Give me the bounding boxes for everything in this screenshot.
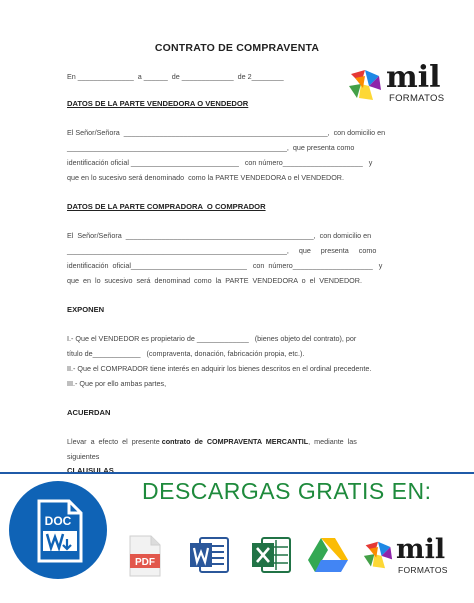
doc-badge-label: DOC: [44, 514, 72, 528]
exponen-line-4: III.- Que por ello ambas partes,: [67, 379, 167, 388]
section-acuerdan-heading: ACUERDAN: [67, 408, 111, 417]
excel-icon[interactable]: [250, 534, 292, 576]
seller-line-4: que en lo sucesivo será denominado como la PARTE VENDEDORA o el VENDEDOR.: [67, 173, 344, 182]
clausulas-heading: CLAUSULAS: [67, 466, 114, 474]
acuerdan-text-a: Llevar a efecto el presente: [67, 437, 162, 446]
footer-logo-text: mil: [396, 534, 446, 565]
seller-line-1: El Señor/Señora ___________________________________________________, con domicilio en: [67, 128, 386, 137]
google-drive-icon[interactable]: [308, 536, 348, 572]
logo-subtext: FORMATOS: [389, 93, 445, 104]
pdf-icon[interactable]: [127, 534, 163, 578]
seller-line-2: _______________________________________________________, que presenta como: [67, 143, 355, 152]
acuerdan-line-1: [67, 437, 357, 446]
section-seller-heading: DATOS DE LA PARTE VENDEDORA O VENDEDOR: [67, 99, 249, 108]
buyer-line-4: que en lo sucesivo será denominad como la PARTE VENDEDORA o el VENDEDOR.: [67, 276, 362, 285]
seller-line-3: identificación oficial ___________________________ con número____________________ y: [67, 158, 373, 167]
word-icon[interactable]: [188, 534, 230, 576]
buyer-line-2: _______________________________________________________, que presenta como: [67, 246, 377, 255]
exponen-line-3: II.- Que el COMPRADOR tiene interés en adquirir los bienes descritos en el ordinal precedente.: [67, 364, 372, 373]
document-title: CONTRATO DE COMPRAVENTA: [154, 42, 320, 54]
buyer-line-3: identificación oficial_____________________________ con número____________________ y: [67, 261, 383, 270]
buyer-line-1: El Señor/Señora _______________________________________________, con domicilio en: [67, 231, 372, 240]
doc-file-icon: [9, 481, 107, 579]
logo-text: mil: [386, 60, 441, 95]
pdf-label: PDF: [135, 557, 155, 568]
exponen-line-2: título de____________ (compraventa, donación, fabricación propia, etc.).: [67, 349, 305, 358]
doc-download-icon[interactable]: [9, 481, 107, 579]
footer-logo-subtext: FORMATOS: [398, 565, 448, 575]
acuerdan-text-c: , mediante las: [308, 437, 357, 446]
acuerdan-line-2: siguientes: [67, 452, 100, 461]
exponen-line-1: I.- Que el VENDEDOR es propietario de _____________ (bienes objeto del contrato), por: [67, 334, 357, 343]
download-banner-text: DESCARGAS GRATIS EN:: [142, 478, 432, 504]
section-exponen-heading: EXPONEN: [67, 305, 105, 314]
date-line: En ______________ a ______ de _____________ de 2________: [67, 72, 284, 81]
milformatos-footer-logo-icon[interactable]: [362, 540, 394, 570]
milformatos-logo-icon: [347, 68, 383, 102]
acuerdan-text-bold: contrato de COMPRAVENTA MERCANTIL: [161, 437, 309, 446]
section-buyer-heading: DATOS DE LA PARTE COMPRADORA O COMPRADOR: [67, 202, 266, 211]
